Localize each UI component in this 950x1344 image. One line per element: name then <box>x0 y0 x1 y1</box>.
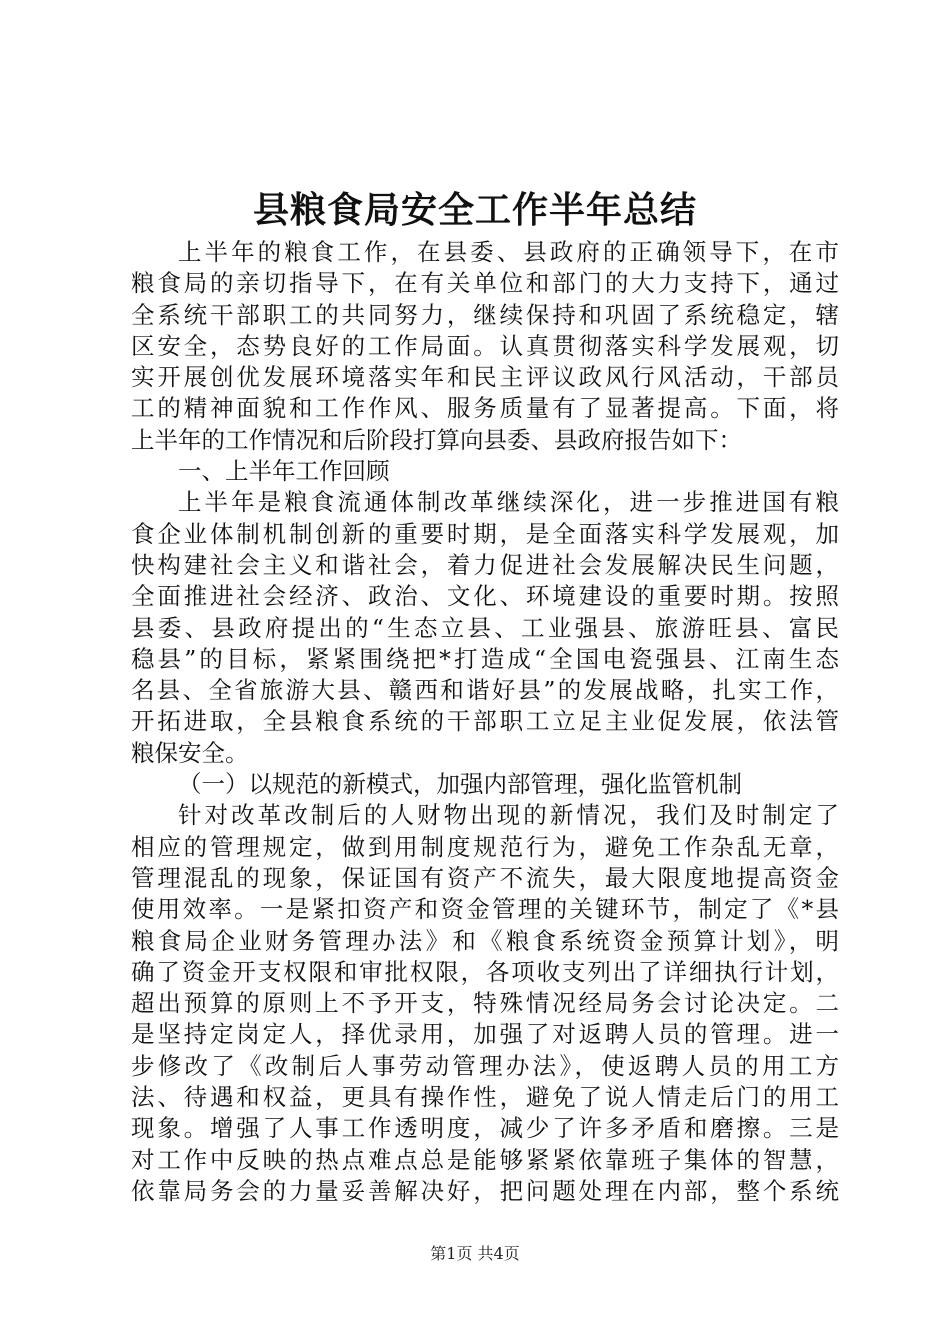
document-body <box>131 237 839 1207</box>
body-line: （一）以规范的新模式，加强内部管理，强化监管机制 <box>178 770 742 799</box>
body-line: 是坚持定岗定人，择优录用，加强了对返聘人员的管理。进一 <box>131 1020 839 1049</box>
body-line: 步修改了《改制后人事劳动管理办法》，使返聘人员的用工方 <box>131 1051 839 1080</box>
body-line: 超出预算的原则上不予开支，特殊情况经局务会讨论决定。二 <box>131 989 839 1018</box>
document-title: 县粮食局安全工作半年总结 <box>252 189 697 231</box>
body-line: 快构建社会主义和谐社会，着力促进社会发展解决民生问题， <box>131 550 839 579</box>
body-line: 全系统干部职工的共同努力，继续保持和巩固了系统稳定，辖 <box>131 300 839 329</box>
body-line: 法、待遇和权益，更具有操作性，避免了说人情走后门的用工 <box>131 1083 839 1112</box>
body-line: 确了资金开支权限和审批权限，各项收支列出了详细执行计划， <box>131 957 839 986</box>
body-line: 区安全，态势良好的工作局面。认真贯彻落实科学发展观，切 <box>131 331 839 360</box>
body-line: 上半年是粮食流通体制改革继续深化，进一步推进国有粮 <box>178 488 839 517</box>
page-footer: 第1页 共4页 <box>430 1244 520 1263</box>
body-line: 开拓进取，全县粮食系统的干部职工立足主业促发展，依法管 <box>131 707 839 736</box>
body-line: 对工作中反映的热点难点总是能够紧紧依靠班子集体的智慧， <box>131 1145 839 1174</box>
body-line: 稳县”的目标，紧紧围绕把*打造成“全国电瓷强县、江南生态 <box>131 644 839 673</box>
body-line: 粮食局的亲切指导下，在有关单位和部门的大力支持下，通过 <box>131 269 839 298</box>
body-line: 管理混乱的现象，保证国有资产不流失，最大限度地提高资金 <box>131 863 839 892</box>
body-line: 针对改革改制后的人财物出现的新情况，我们及时制定了 <box>178 801 839 830</box>
body-line: 食企业体制机制创新的重要时期，是全面落实科学发展观，加 <box>131 519 839 548</box>
body-line: 相应的管理规定，做到用制度规范行为，避免工作杂乱无章， <box>131 832 839 861</box>
body-line: 使用效率。一是紧扣资产和资金管理的关键环节，制定了《*县 <box>131 895 839 924</box>
body-line: 名县、全省旅游大县、赣西和谐好县”的发展战略，扎实工作， <box>131 676 839 705</box>
body-line: 县委、县政府提出的“生态立县、工业强县、旅游旺县、富民 <box>131 613 839 642</box>
body-line: 粮食局企业财务管理办法》和《粮食系统资金预算计划》，明 <box>131 926 839 955</box>
body-line: 工的精神面貌和工作作风、服务质量有了显著提高。下面，将 <box>131 394 839 423</box>
body-line: 实开展创优发展环境落实年和民主评议政风行风活动，干部员 <box>131 363 839 392</box>
body-line: 全面推进社会经济、政治、文化、环境建设的重要时期。按照 <box>131 582 839 611</box>
body-line: 上半年的粮食工作，在县委、县政府的正确领导下，在市 <box>178 238 839 266</box>
body-line: 现象。增强了人事工作透明度，减少了许多矛盾和磨擦。三是 <box>131 1114 839 1143</box>
body-line: 粮保安全。 <box>131 738 249 767</box>
body-line: 上半年的工作情况和后阶段打算向县委、县政府报告如下： <box>131 425 742 454</box>
body-line: 依靠局务会的力量妥善解决好，把问题处理在内部，整个系统 <box>131 1176 839 1205</box>
body-line: 一、上半年工作回顾 <box>178 457 390 486</box>
